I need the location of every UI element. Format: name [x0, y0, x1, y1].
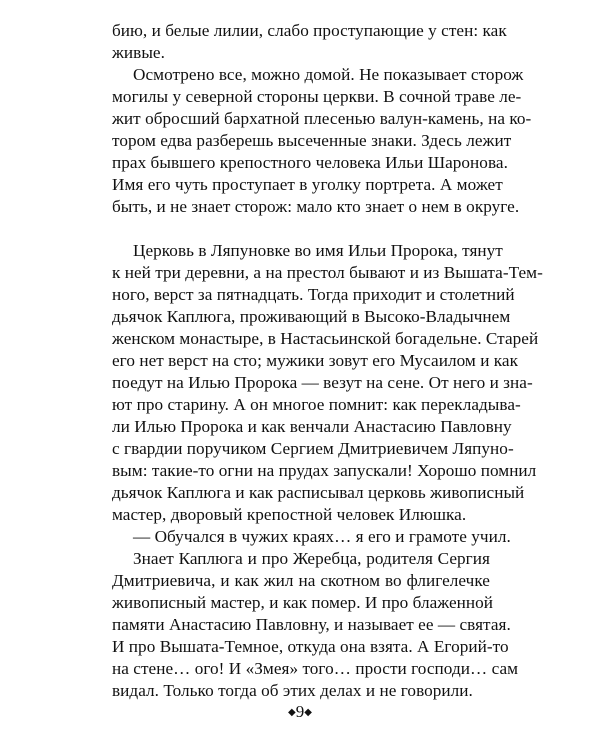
- text-line: ли Илью Пророка и как венчали Анастасию Павловну: [112, 417, 512, 436]
- text-line: тором едва разберешь высеченные знаки. Здесь лежит: [112, 131, 512, 150]
- text-line: к ней три деревни, а на престол бывают и из Вышата-Тем-: [112, 263, 543, 282]
- ornament-left-icon: ◆: [288, 707, 296, 718]
- text-line: Церковь в Ляпуновке во имя Ильи Пророка, тянут: [133, 241, 503, 260]
- text-line: живописный мастер, и как помер. И про блаженной: [112, 593, 494, 612]
- text-line: могилы у северной стороны церкви. В сочной траве ле-: [112, 87, 522, 106]
- text-line: видал. Только тогда об этих делах и не говорили.: [112, 681, 473, 700]
- text-line: дьячок Каплюга и как расписывал церковь живописный: [112, 483, 525, 502]
- text-line: с гвардии поручиком Сергием Дмитриевичем Ляпуно-: [112, 439, 514, 458]
- ornament-right-icon: ◆: [304, 707, 312, 718]
- text-line: Знает Каплюга и про Жеребца, родителя Сергия: [133, 549, 490, 568]
- text-line: живые.: [112, 43, 165, 62]
- text-line: Дмитриевича, и как жил на скотном во флигелечке: [112, 571, 490, 590]
- text-line: быть, и не знает сторож: мало кто знает о нем в округе.: [112, 197, 520, 216]
- text-line: Осмотрено все, можно домой. Не показывает сторож: [133, 65, 524, 84]
- text-line: бию, и белые лилии, слабо проступающие у стен: как: [112, 21, 507, 40]
- page-number: 9: [295, 702, 305, 721]
- text-line: дьячок Каплюга, проживающий в Высоко-Владычнем: [112, 307, 511, 326]
- text-line: вым: такие-то огни на прудах запускали! Хорошо помнил: [112, 461, 537, 480]
- text-line: жит обросший бархатной плесенью валун-камень, на ко-: [112, 109, 532, 128]
- text-line: И про Вышата-Темное, откуда она взята. А Егорий-то: [112, 637, 509, 656]
- text-line: ют про старину. А он многое помнит: как перекладыва-: [112, 395, 521, 414]
- text-line: ного, верст за пятнадцать. Тогда приходит и столетний: [112, 285, 515, 304]
- text-line: — Обучался в чужих краях… я его и грамоте учил.: [133, 527, 511, 546]
- text-line: поедут на Илью Пророка — везут на сене. От него и зна-: [112, 373, 533, 392]
- text-line: мастер, дворовый крепостной человек Илюшка.: [112, 505, 467, 524]
- text-line: прах бывшего крепостного человека Ильи Шаронова.: [112, 153, 508, 172]
- page-footer: [0, 701, 600, 724]
- text-line: на стене… ого! И «Змея» того… прости господи… сам: [112, 659, 519, 678]
- text-line: его нет верст на сто; мужики зовут его Мусаилом и как: [112, 351, 519, 370]
- text-line: памяти Анастасию Павловну, и называет ее — святая.: [112, 615, 511, 634]
- text-line: Имя его чуть проступает в уголку портрета. А может: [112, 175, 503, 194]
- text-line: женском монастыре, в Настасьинской богадельне. Старей: [112, 329, 539, 348]
